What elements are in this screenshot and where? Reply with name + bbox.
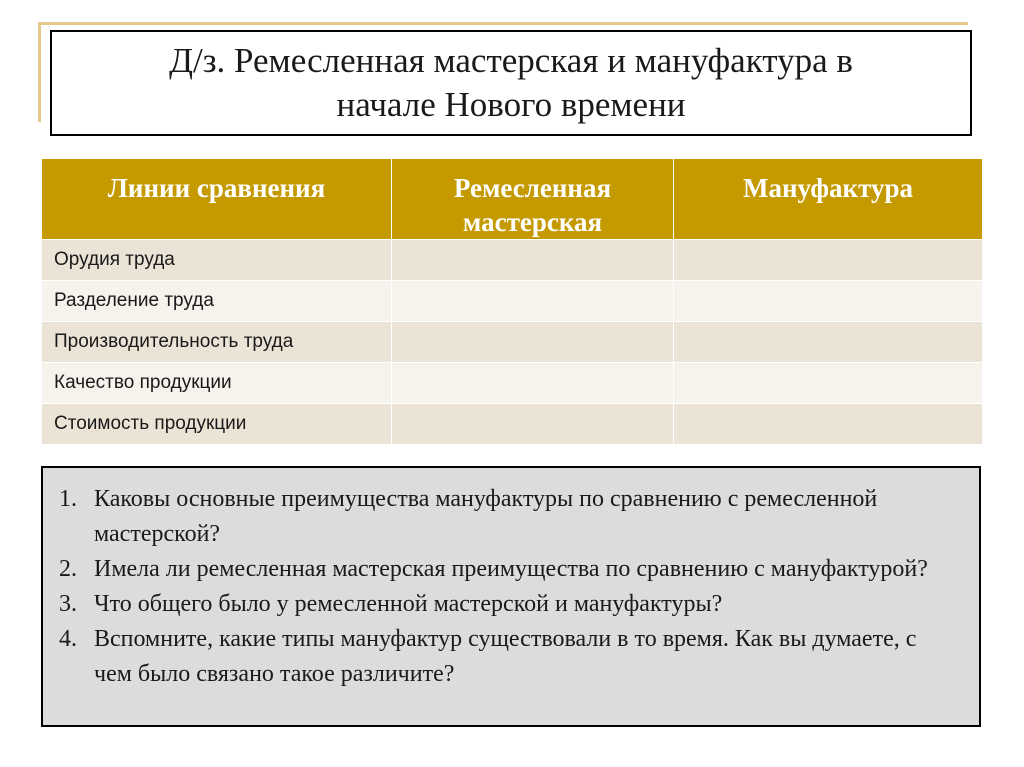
question-number: 2.	[59, 556, 77, 582]
table-row	[42, 281, 983, 322]
row-label: Стоимость продукции	[42, 404, 392, 445]
question-text: Каковы основные преимущества мануфактуры по сравнению с ремесленной мастерской?	[94, 486, 878, 547]
manufactory-cell	[674, 281, 983, 322]
manufactory-cell	[674, 322, 983, 363]
row-label: Орудия труда	[42, 240, 392, 281]
craft-workshop-cell	[392, 322, 674, 363]
questions-list	[59, 482, 959, 692]
question-item	[59, 622, 959, 692]
questions-box	[41, 466, 981, 727]
table-header-row	[42, 159, 983, 240]
question-text: Что общего было у ремесленной мастерской и мануфактуры?	[94, 591, 723, 617]
question-item	[59, 482, 959, 552]
header-craft-workshop: Ремесленная мастерская	[392, 159, 674, 240]
craft-workshop-cell	[392, 240, 674, 281]
row-label: Разделение труда	[42, 281, 392, 322]
manufactory-cell	[674, 240, 983, 281]
manufactory-cell	[674, 363, 983, 404]
header-manufactory: Мануфактура	[674, 159, 983, 240]
row-label: Производительность труда	[42, 322, 392, 363]
title-box	[50, 30, 972, 136]
table-row	[42, 404, 983, 445]
header-comparison-lines: Линии сравнения	[42, 159, 392, 240]
row-label: Качество продукции	[42, 363, 392, 404]
question-number: 4.	[59, 626, 77, 652]
question-text: Имела ли ремесленная мастерская преимущества по сравнению с мануфактурой?	[94, 556, 928, 582]
craft-workshop-cell	[392, 363, 674, 404]
table-row	[42, 322, 983, 363]
question-number: 3.	[59, 591, 77, 617]
craft-workshop-cell	[392, 404, 674, 445]
question-item	[59, 552, 959, 587]
question-item	[59, 587, 959, 622]
table-row	[42, 240, 983, 281]
comparison-table	[41, 158, 983, 445]
page-title: Д/з. Ремесленная мастерская и мануфактура в начале Нового времени	[169, 41, 853, 124]
question-text: Вспомните, какие типы мануфактур существовали в то время. Как вы думаете, с чем было связано такое различите?	[94, 626, 917, 687]
manufactory-cell	[674, 404, 983, 445]
decorative-left-line	[38, 22, 41, 122]
decorative-top-line	[38, 22, 968, 25]
question-number: 1.	[59, 486, 77, 512]
craft-workshop-cell	[392, 281, 674, 322]
table-row	[42, 363, 983, 404]
